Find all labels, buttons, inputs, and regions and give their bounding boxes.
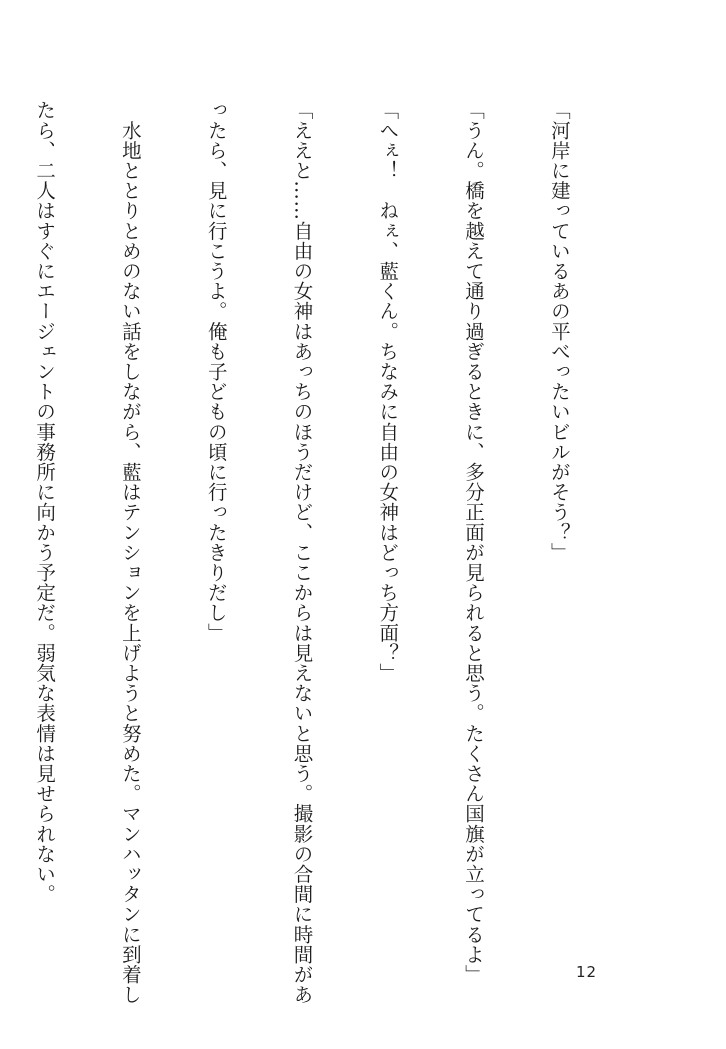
text-line: ったら、見に行こうよ。俺も子どもの頃に行ったきりだし」 xyxy=(204,100,228,643)
text-line: 「河岸に建っているあの平べったいビルがそう？」 xyxy=(547,100,571,563)
text-line: 「うん。橋を越えて通り過ぎるときに、多分正面が見られると思う。たくさん国旗が立ってるよ」 xyxy=(462,100,486,985)
text-line: 「ええと……自由の女神はあっちのほうだけど、ここからは見えないと思う。撮影の合間に時間があ xyxy=(290,100,314,1005)
page-number: 12 xyxy=(576,963,598,981)
text-line: 「へぇ！ ねぇ、藍くん。ちなみに自由の女神はどっち方面？」 xyxy=(376,100,400,683)
text-line: 水地ととりとめのない話をしながら、藍はテンションを上げようと努めた。マンハッタンに到着し xyxy=(118,100,142,1005)
text-line: たら、二人はすぐにエージェントの事務所に向かう予定だ。弱気な表情は見せられない。 xyxy=(33,100,57,904)
